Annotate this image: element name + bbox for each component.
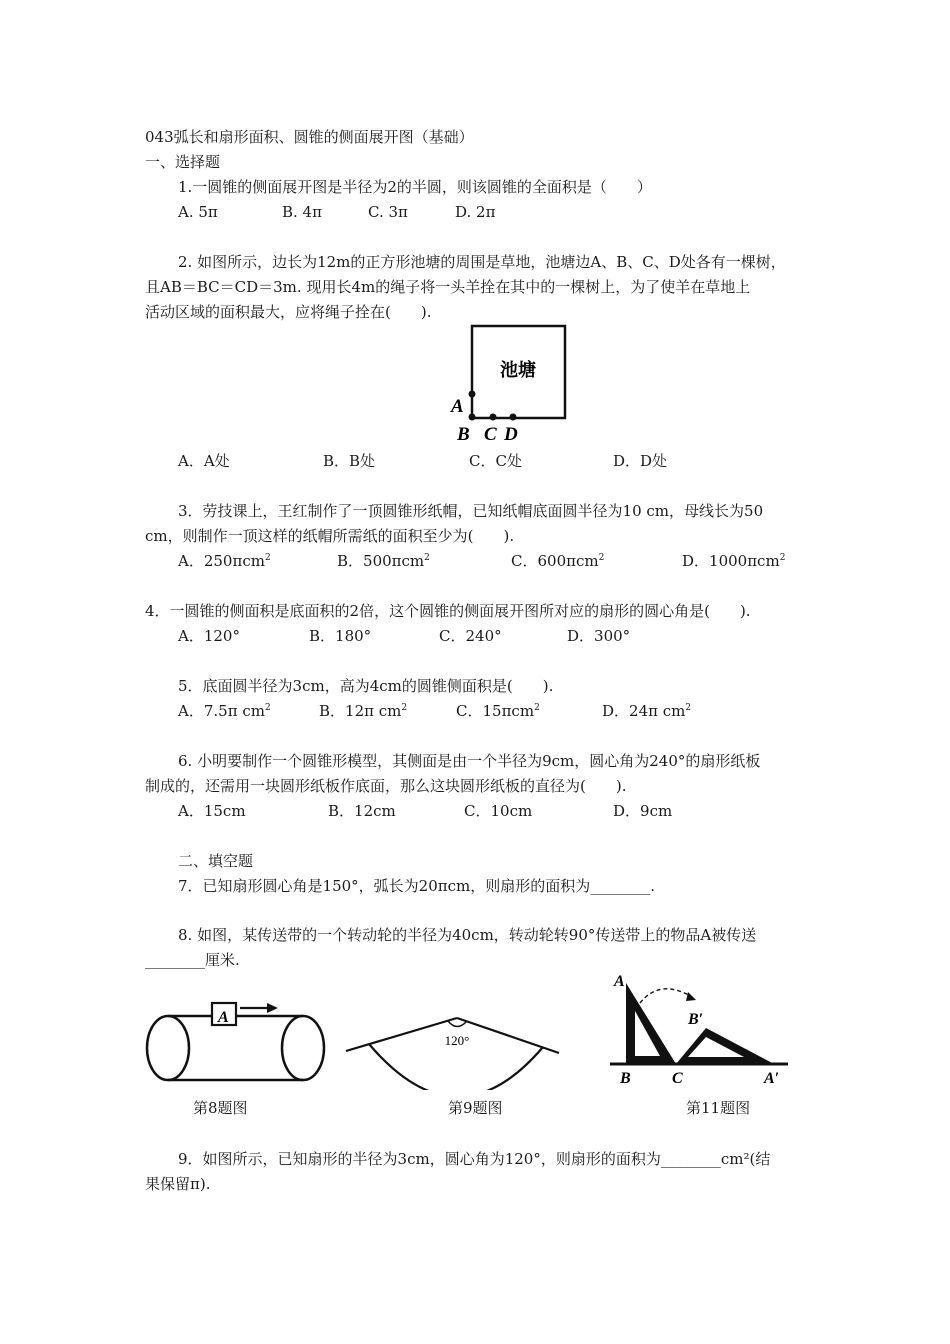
q9-line2: 果保留π). bbox=[145, 1175, 211, 1193]
triangle-rotation-figure bbox=[598, 970, 794, 1090]
sector-figure bbox=[343, 1006, 563, 1090]
section-choice-heading: 一、选择题 bbox=[145, 153, 221, 171]
q2-option-c: C．C处 bbox=[469, 452, 522, 470]
q3-line2: cm，则制作一顶这样的纸帽所需纸的面积至少为( ). bbox=[145, 527, 515, 545]
q6-option-b: B．12cm bbox=[328, 802, 396, 820]
pond-label: 池塘 bbox=[500, 360, 536, 381]
pond-figure bbox=[445, 320, 575, 445]
q4-text: 4．一圆锥的侧面积是底面积的2倍，这个圆锥的侧面展开图所对应的扇形的圆心角是( ). bbox=[145, 602, 751, 620]
q3-option-a: A．250πcm$^2$ bbox=[178, 552, 271, 570]
label-b-prime: B′ bbox=[688, 1011, 704, 1028]
fig11-caption: 第11题图 bbox=[686, 1099, 751, 1117]
item-a-label: A bbox=[218, 1009, 229, 1026]
label-b: B bbox=[620, 1070, 631, 1087]
q9-line1: 9．如图所示，已知扇形的半径为3cm，圆心角为120°，则扇形的面积为________cm²(结 bbox=[178, 1150, 771, 1168]
label-c: C bbox=[484, 424, 497, 445]
q3-option-d: D．1000πcm$^2$ bbox=[682, 552, 786, 570]
triangle-abc bbox=[626, 983, 676, 1064]
q5-option-c: C．15πcm$^2$ bbox=[456, 702, 540, 720]
q1-option-d: D. 2π bbox=[455, 203, 496, 221]
q2-option-d: D．D处 bbox=[613, 452, 668, 470]
fig9-caption: 第9题图 bbox=[448, 1099, 503, 1117]
q6-option-c: C．10cm bbox=[464, 802, 533, 820]
q5-option-d: D．24π $cm^2$ bbox=[602, 702, 692, 720]
q1-option-b: B. 4π bbox=[282, 203, 322, 221]
section-fill-heading: 二、填空题 bbox=[178, 852, 254, 870]
arrow-right-icon bbox=[267, 1003, 278, 1013]
q1-option-a: A. 5π bbox=[178, 203, 218, 221]
q6-line2: 制成的，还需用一块圆形纸板作底面，那么这块圆形纸板的直径为( ). bbox=[145, 777, 627, 795]
label-c: C bbox=[672, 1070, 683, 1087]
q5-option-b: B．12π $cm^2$ bbox=[319, 702, 408, 720]
label-d: D bbox=[504, 424, 518, 445]
q4-option-d: D．300° bbox=[567, 627, 631, 645]
q2-line2: 且AB＝BC＝CD＝3m. 现用长4m的绳子将一头羊拴在其中的一棵树上，为了使羊在草地上 bbox=[145, 278, 751, 296]
q8-line1: 8. 如图，某传送带的一个转动轮的半径为40cm，转动轮转90°传送带上的物品A被传送 bbox=[178, 926, 757, 944]
tree-d-point bbox=[510, 414, 517, 421]
fig8-caption: 第8题图 bbox=[193, 1099, 248, 1117]
q2-line3: 活动区域的面积最大，应将绳子拴在( ). bbox=[145, 303, 432, 321]
tree-c-point bbox=[490, 414, 497, 421]
q6-line1: 6. 小明要制作一个圆锥形模型，其侧面是由一个半径为9cm，圆心角为240°的扇形纸板 bbox=[178, 752, 761, 770]
rotation-arrow-icon bbox=[686, 992, 696, 1001]
q6-option-d: D．9cm bbox=[613, 802, 673, 820]
doc-title: 043弧长和扇形面积、圆锥的侧面展开图（基础） bbox=[145, 128, 474, 146]
sector-angle-label: 120° bbox=[444, 1033, 470, 1048]
q3-option-c: C．600πcm$^2$ bbox=[511, 552, 605, 570]
tree-b-point bbox=[469, 414, 476, 421]
q5-option-a: A．7.5π $cm^2$ bbox=[178, 702, 271, 720]
q3-option-b: B．500πcm$^2$ bbox=[337, 552, 430, 570]
q1-text: 1.一圆锥的侧面展开图是半径为2的半圆，则该圆锥的全面积是（ ） bbox=[178, 178, 652, 196]
q4-option-c: C．240° bbox=[439, 627, 502, 645]
q8-line2: ________厘米. bbox=[145, 951, 240, 969]
q2-option-a: A．A处 bbox=[178, 452, 230, 470]
q2-line1: 2. 如图所示，边长为12m的正方形池塘的周围是草地，池塘边A、B、C、D处各有一棵树， bbox=[178, 253, 786, 271]
label-a: A bbox=[451, 396, 464, 417]
q4-option-b: B．180° bbox=[309, 627, 372, 645]
q5-text: 5．底面圆半径为3cm，高为4cm的圆锥侧面积是( ). bbox=[178, 677, 554, 695]
q1-option-c: C. 3π bbox=[368, 203, 408, 221]
conveyor-figure bbox=[140, 994, 332, 1086]
q4-option-a: A．120° bbox=[178, 627, 240, 645]
label-a-prime: A′ bbox=[764, 1070, 780, 1087]
tree-a-point bbox=[469, 391, 476, 398]
q3-line1: 3．劳技课上，王红制作了一顶圆锥形纸帽，已知纸帽底面圆半径为10 cm，母线长为50 bbox=[178, 502, 764, 520]
label-a: A bbox=[614, 973, 625, 990]
label-b: B bbox=[457, 424, 470, 445]
q2-option-b: B．B处 bbox=[323, 452, 376, 470]
q7-text: 7．已知扇形圆心角是150°，弧长为20πcm，则扇形的面积为________. bbox=[178, 877, 656, 895]
triangle-a-prime bbox=[676, 1028, 774, 1064]
q6-option-a: A．15cm bbox=[178, 802, 246, 820]
